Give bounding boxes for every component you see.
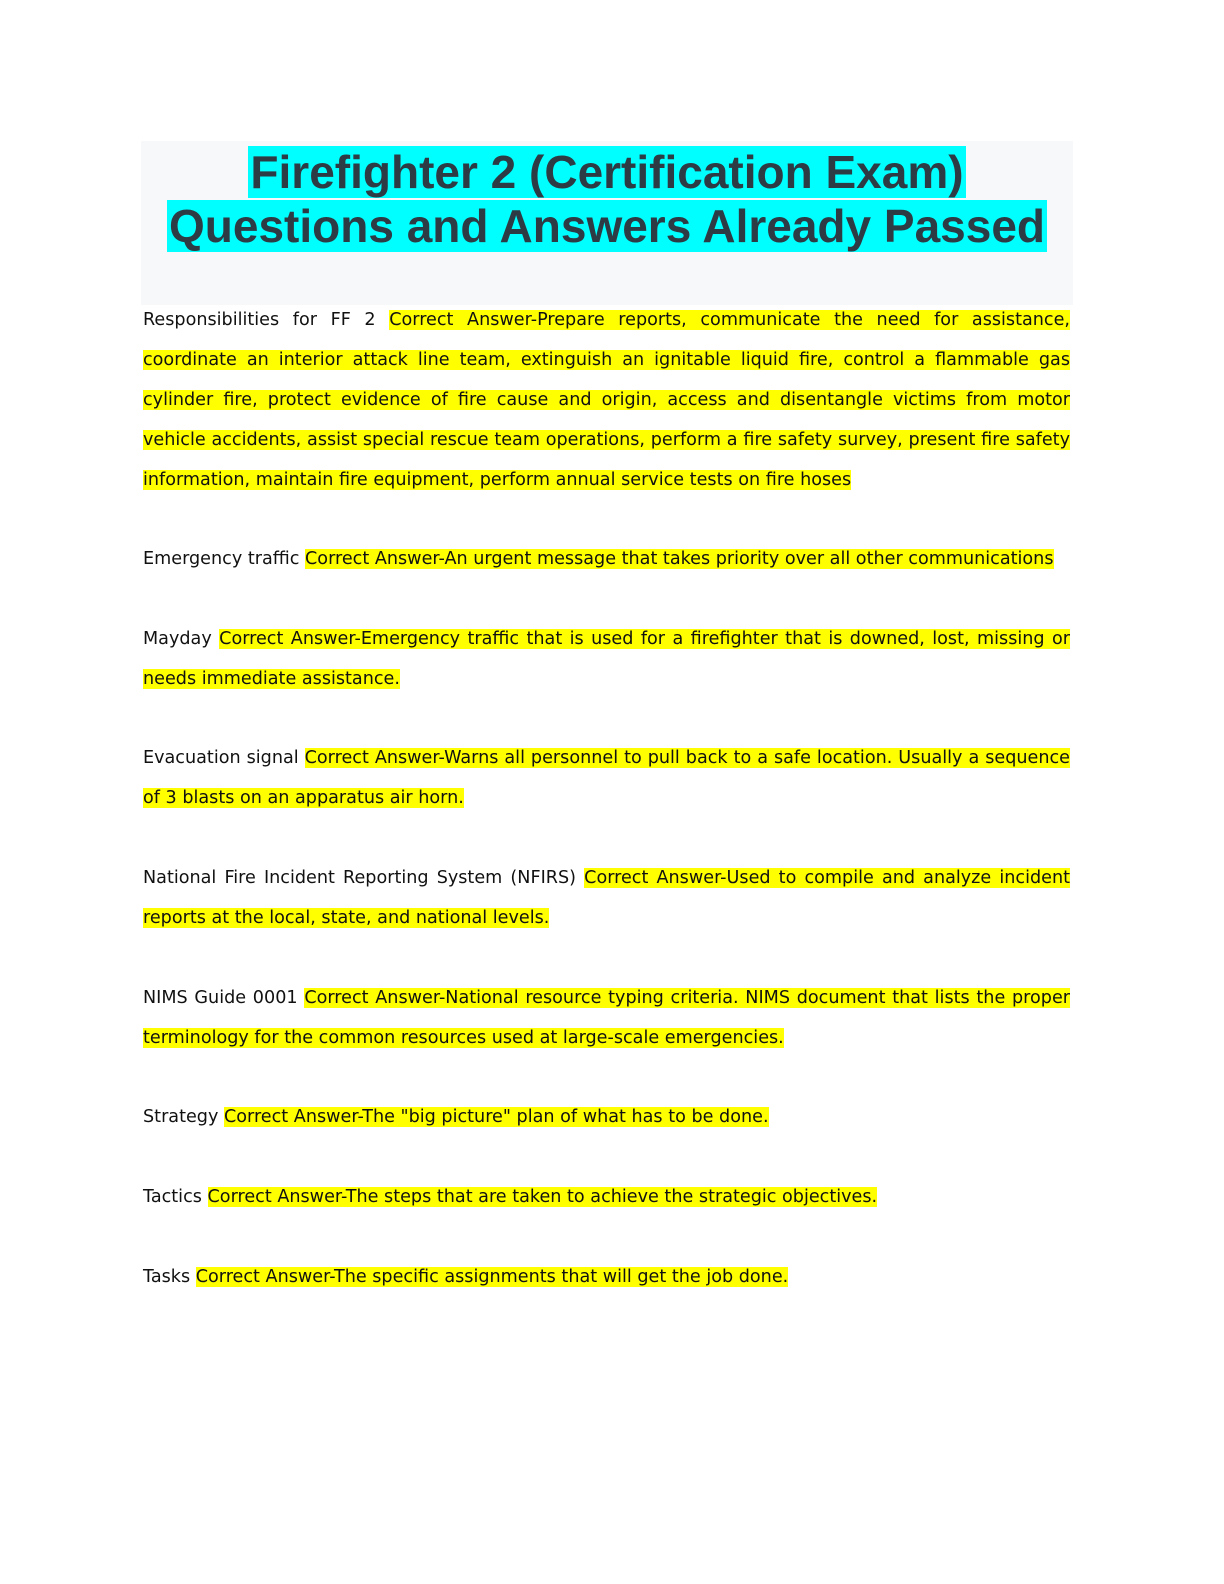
title-line-2-text: Questions and Answers Already Passed bbox=[168, 200, 1046, 252]
title-block bbox=[141, 141, 1073, 305]
qa-term: Tasks bbox=[143, 1267, 191, 1287]
qa-item-responsibilities bbox=[143, 300, 1070, 500]
qa-answer: Correct Answer-An urgent message that takes priority over all other communications bbox=[305, 549, 1054, 569]
qa-answer: Correct Answer-The specific assignments that will get the job done. bbox=[195, 1267, 789, 1287]
qa-term: Strategy bbox=[143, 1107, 219, 1127]
qa-answer: Correct Answer-Used to compile and analyze incident reports at the local, state, and national levels. bbox=[143, 868, 1071, 928]
qa-item-tactics bbox=[143, 1177, 1070, 1217]
qa-term: Emergency traffic bbox=[143, 549, 300, 569]
qa-answer: Correct Answer-National resource typing criteria. NIMS document that lists the proper terminology for the common resources used at large-scale emergencies. bbox=[143, 988, 1070, 1048]
qa-answer: Correct Answer-Warns all personnel to pull back to a safe location. Usually a sequence of 3 blasts on an apparatus air horn. bbox=[143, 748, 1070, 808]
qa-item-evacuation-signal bbox=[143, 738, 1070, 818]
title-line-2 bbox=[141, 199, 1073, 253]
qa-term: NIMS Guide 0001 bbox=[143, 988, 298, 1008]
qa-item-mayday bbox=[143, 619, 1070, 699]
qa-answer: Correct Answer-The "big picture" plan of what has to be done. bbox=[223, 1107, 769, 1127]
qa-term: Evacuation signal bbox=[143, 748, 299, 768]
qa-answer: Correct Answer-The steps that are taken to achieve the strategic objectives. bbox=[207, 1187, 878, 1207]
qa-item-nfirs bbox=[143, 858, 1070, 938]
qa-term: Responsibilities for FF 2 bbox=[143, 310, 376, 330]
qa-answer: Correct Answer-Prepare reports, communicate the need for assistance, coordinate an interior attack line team, extinguish an ignitable liquid fire, control a flammable gas cylinder fire, protect evidence of fire cause and origin, access and disentangle victims from motor vehicle accidents, assist special rescue team operations, perform a fire safety survey, present fire safety information, maintain fire equipment, perform annual service tests on fire hoses bbox=[143, 310, 1071, 490]
title-line-1-text: Firefighter 2 (Certification Exam) bbox=[250, 146, 964, 198]
qa-answer: Correct Answer-Emergency traffic that is used for a firefighter that is downed, lost, missing or needs immediate assistance. bbox=[143, 629, 1070, 689]
qa-term: Mayday bbox=[143, 629, 212, 649]
qa-item-emergency-traffic bbox=[143, 539, 1070, 579]
title-line-1 bbox=[141, 145, 1073, 199]
qa-item-tasks bbox=[143, 1257, 1070, 1297]
qa-term: National Fire Incident Reporting System (NFIRS) bbox=[143, 868, 577, 888]
qa-term: Tactics bbox=[143, 1187, 202, 1207]
qa-item-nims-guide bbox=[143, 978, 1070, 1058]
qa-item-strategy bbox=[143, 1097, 1070, 1137]
